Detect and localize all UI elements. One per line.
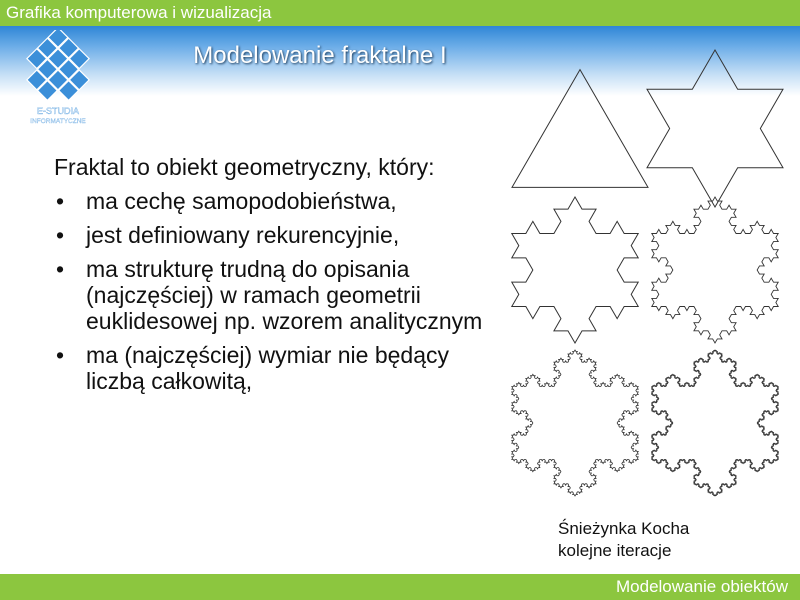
koch-iteration-3: [645, 195, 785, 345]
bullet-item: • ma cechę samopodobieństwa,: [56, 188, 397, 214]
koch-iteration-1: [645, 46, 785, 211]
caption-line2: kolejne iteracje: [558, 541, 672, 560]
slide-title: Modelowanie fraktalne I: [193, 42, 447, 69]
bullet-glyph: •: [56, 188, 65, 214]
koch-iteration-2: [505, 195, 645, 345]
top-bar: [0, 0, 800, 26]
logo-line1: E-STUDIA: [36, 106, 80, 116]
koch-iteration-5: [645, 348, 785, 498]
bullet-item: • ma strukturę trudną do opisania (najczęściej) w ramach geometrii euklidesowej np. wzorem analitycznym: [56, 256, 483, 334]
bullet-list: [54, 188, 514, 394]
bottom-bar: [0, 574, 800, 600]
section-name: Modelowanie obiektów: [616, 577, 788, 596]
koch-iteration-4: [505, 348, 645, 498]
bullet-item: • ma (najczęściej) wymiar nie będący liczbą całkowitą,: [56, 342, 450, 394]
body-content: [54, 154, 514, 402]
e-studia-logo: [8, 30, 108, 126]
bullet-glyph: •: [56, 342, 65, 368]
bullet-item: • jest definiowany rekurencyjnie,: [56, 222, 400, 248]
logo-line2: INFORMATYCZNE: [30, 118, 86, 125]
intro-text: Fraktal to obiekt geometryczny, który:: [54, 154, 435, 180]
course-title: Grafika komputerowa i wizualizacja: [6, 3, 272, 22]
koch-iteration-0: [510, 46, 650, 211]
figure-caption: [558, 518, 788, 562]
caption-line1: Śnieżynka Kocha: [558, 519, 690, 538]
bullet-glyph: •: [56, 256, 65, 282]
bullet-glyph: •: [56, 222, 65, 248]
